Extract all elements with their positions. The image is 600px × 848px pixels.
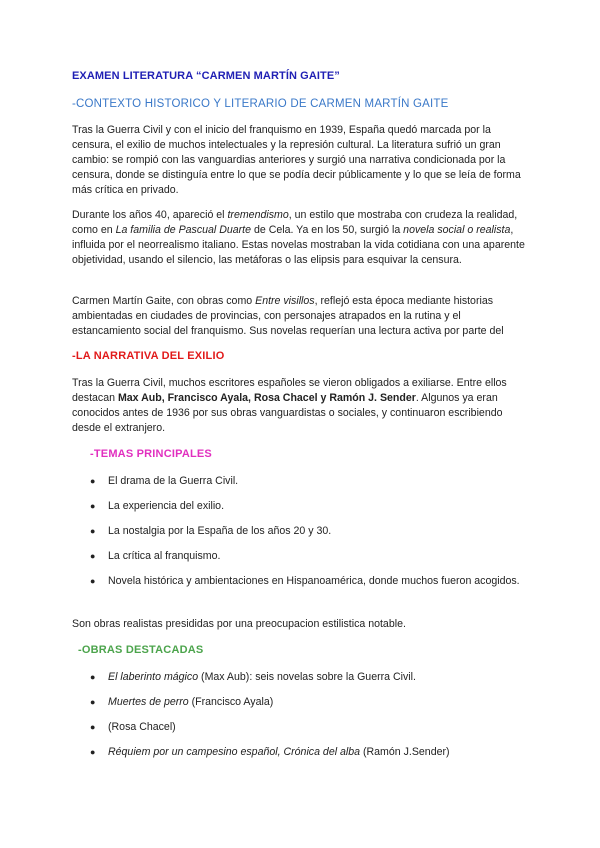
p2-text-c: de Cela. Ya en los 50, surgió la	[251, 224, 404, 236]
work-detail: (Max Aub): seis novelas sobre la Guerra Civil.	[198, 671, 416, 683]
paragraph-anos-40	[72, 208, 532, 268]
heading-narrativa-exilio: -LA NARRATIVA DEL EXILIO	[72, 350, 225, 362]
paragraph-martin-gaite	[72, 294, 532, 339]
list-item-text: La nostalgia por la España de los años 20 y 30.	[108, 525, 332, 537]
document-title: EXAMEN LITERATURA “CARMEN MARTÍN GAITE”	[72, 70, 340, 82]
term-tremendismo: tremendismo	[227, 209, 289, 221]
work-title: Réquiem por un campesino español, Crónica del alba	[108, 746, 361, 758]
list-item	[90, 524, 530, 539]
paragraph-estilistica: Son obras realistas presididas por una preocupacion estilistica notable.	[72, 618, 406, 630]
p4-text-b: . Algunos ya eran conocidos antes de 1936 por sus obras vanguardistas o sociales, y continuaron escribiendo desde el extranjero.	[72, 392, 503, 434]
temas-list	[90, 474, 530, 599]
p3-text-a: Carmen Martín Gaite, con obras como	[72, 295, 256, 307]
list-item	[90, 745, 530, 760]
bullet-icon: ●	[90, 476, 96, 486]
p2-text-a: Durante los años 40, apareció el	[72, 209, 228, 221]
p2-text-d: , influida por el neorrealismo italiano. Estas novelas mostraban la vida cotidiana con una aparente objetividad, usando el silencio, las metáforas o las elipsis para esquivar la censura.	[72, 224, 525, 266]
p4-text-a: Tras la Guerra Civil, muchos escritores españoles se vieron obligados a exiliarse. Entre ellos destacan	[72, 377, 507, 404]
p2-text-b: , un estilo que mostraba con crudeza la realidad, como en	[72, 209, 518, 236]
term-novela-social: novela social o realista	[403, 224, 511, 236]
work-title: El laberinto mágico	[108, 671, 199, 683]
obras-list	[90, 670, 530, 770]
list-item	[90, 474, 530, 489]
work-detail: (Ramón J.Sender)	[360, 746, 450, 758]
list-item	[90, 720, 530, 735]
list-item	[90, 670, 530, 685]
list-item	[90, 574, 530, 589]
heading-contexto-historico: -CONTEXTO HISTORICO Y LITERARIO DE CARMEN MARTÍN GAITE	[72, 98, 449, 110]
work-pascual-duarte: La familia de Pascual Duarte	[115, 224, 252, 236]
heading-temas-principales: -TEMAS PRINCIPALES	[90, 448, 212, 460]
list-item	[90, 499, 530, 514]
heading-obras-destacadas: -OBRAS DESTACADAS	[78, 644, 204, 656]
list-item-text: La crítica al franquismo.	[108, 550, 221, 562]
exile-authors: Max Aub, Francisco Ayala, Rosa Chacel y Ramón J. Sender	[117, 392, 416, 404]
bullet-icon: ●	[90, 526, 96, 536]
work-detail: (Francisco Ayala)	[188, 696, 274, 708]
list-item	[90, 695, 530, 710]
work-entre-visillos: Entre visillos	[255, 295, 315, 307]
work-detail: (Rosa Chacel)	[108, 721, 176, 733]
work-title: Muertes de perro	[108, 696, 189, 708]
bullet-icon: ●	[90, 722, 96, 732]
paragraph-franquismo: Tras la Guerra Civil y con el inicio del franquismo en 1939, España quedó marcada por la censura, el exilio de muchos intelectuales y la represión cultural. La literatura sufrió un gran cambio: se rompió con las vanguardias anteriores y surgió una narrativa condicionada por la censura, donde se distinguía entre lo que se podía decir públicamente y lo que se leía de forma más crítica en privado.	[72, 124, 521, 196]
list-item-text: La experiencia del exilio.	[108, 500, 225, 512]
list-item-text: El drama de la Guerra Civil.	[108, 475, 239, 487]
bullet-icon: ●	[90, 747, 96, 757]
bullet-icon: ●	[90, 697, 96, 707]
paragraph-exilio	[72, 376, 532, 436]
bullet-icon: ●	[90, 672, 96, 682]
list-item-text: Novela histórica y ambientaciones en Hispanoamérica, donde muchos fueron acogidos.	[108, 575, 520, 587]
p3-text-b: , reflejó esta época mediante historias ambientadas en ciudades de provincias, con personajes atrapados en la rutina y el estancamiento social del franquismo. Sus novelas requerían una lectura activa por parte del	[72, 295, 504, 337]
bullet-icon: ●	[90, 501, 96, 511]
bullet-icon: ●	[90, 551, 96, 561]
list-item	[90, 549, 530, 564]
bullet-icon: ●	[90, 576, 96, 586]
